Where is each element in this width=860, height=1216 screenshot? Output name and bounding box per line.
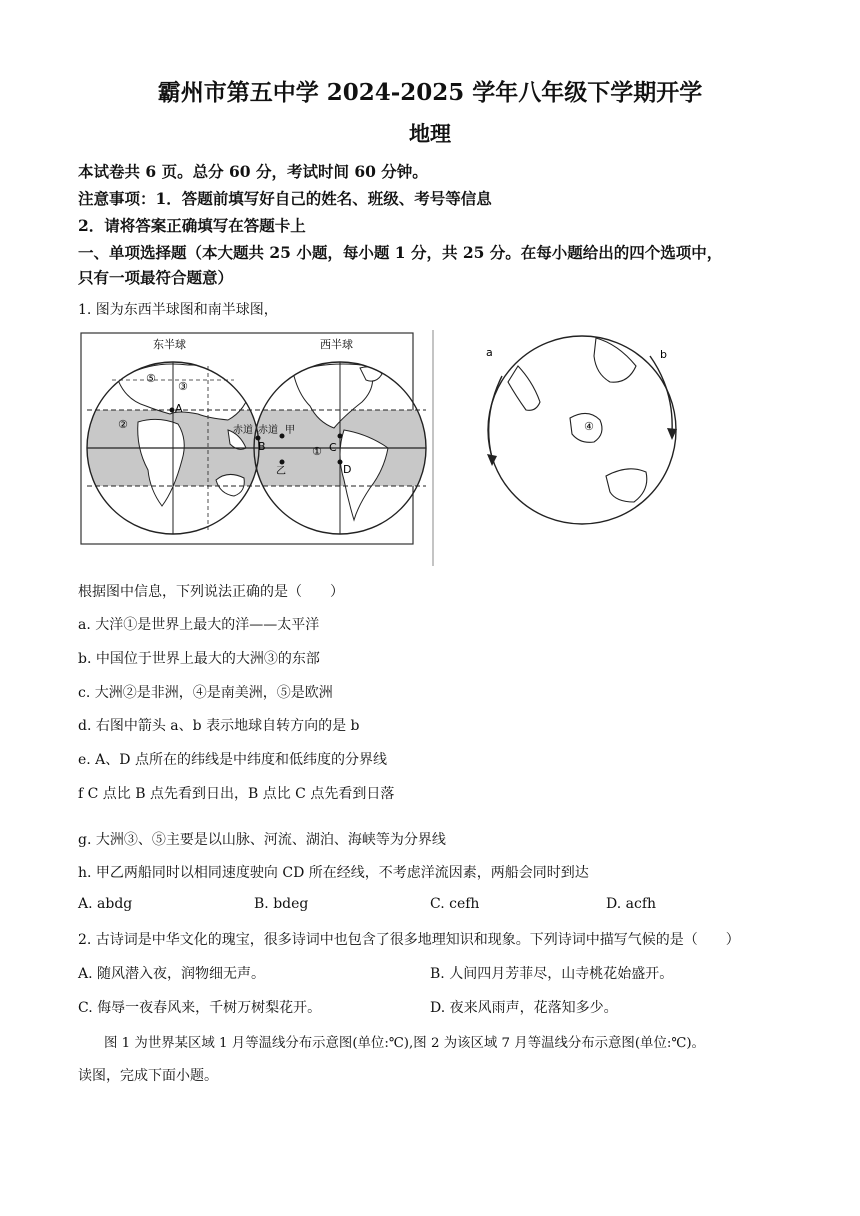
label-continent-2: ②: [118, 418, 128, 431]
q1-option-d: D. acfh: [606, 896, 657, 912]
q1-option-c: C. cefh: [430, 896, 480, 912]
point-d-dot: [338, 460, 343, 465]
label-point-d: D: [343, 463, 352, 476]
question-3-stem: 图 1 为世界某区域 1 月等温线分布示意图(单位:℃),图 2 为该区域 7 月等温线分布示意图(单位:℃)。: [104, 1036, 705, 1051]
section-heading-1: 一、单项选择题（本大题共 25 小题，每小题 1 分，共 25 分。在每小题给出的四个选项中，: [78, 243, 723, 262]
q2-option-a: A. 随风潜入夜，润物细无声。: [78, 966, 266, 982]
label-continent-5: ⑤: [146, 372, 156, 385]
question-2-stem: 2. 古诗词是中华文化的瑰宝，很多诗词中也包含了很多地理知识和现象。下列诗词中描写气候的是（ ）: [78, 932, 740, 948]
question-1-stem: 1. 图为东西半球图和南半球图，: [78, 302, 278, 318]
label-point-b: B: [258, 440, 266, 453]
statement-h: h. 甲乙两船同时以相同速度驶向 CD 所在经线，不考虑洋流因素，两船会同时到达: [78, 865, 589, 881]
label-equator-left: 赤道: [233, 425, 253, 436]
q2-option-b: B. 人间四月芳菲尽，山寺桃花始盛开。: [430, 966, 674, 982]
statement-f: f C 点比 B 点先看到日出，B 点比 C 点先看到日落: [78, 786, 395, 802]
point-yi-dot: [280, 460, 285, 465]
statement-g: g. 大洲③、⑤主要是以山脉、河流、湖泊、海峡等为分界线: [78, 832, 446, 848]
statement-c: c. 大洲②是非洲，④是南美洲，⑤是欧洲: [78, 685, 333, 701]
question-1-prompt: 根据图中信息，下列说法正确的是（ ）: [78, 584, 344, 600]
point-a-dot: [170, 408, 175, 413]
statement-a: a. 大洋①是世界上最大的洋——太平洋: [78, 617, 320, 633]
intro-line-3: 2．请将答案正确填写在答题卡上: [78, 216, 306, 235]
q1-option-b: B. bdeg: [254, 896, 309, 912]
label-continent-3: ③: [178, 380, 188, 393]
label-equator-right: 赤道: [258, 425, 278, 436]
label-yi: 乙: [276, 466, 286, 477]
intro-line-1: 本试卷共 6 页。总分 60 分，考试时间 60 分钟。: [78, 162, 428, 181]
statement-e: e. A、D 点所在的纬线是中纬度和低纬度的分界线: [78, 752, 387, 768]
point-jia-dot: [280, 434, 285, 439]
label-arrow-a: a: [486, 346, 493, 359]
statement-d: d. 右图中箭头 a、b 表示地球自转方向的是 b: [78, 718, 360, 734]
south-polar-map: [478, 326, 686, 532]
label-arrow-b: b: [660, 348, 667, 361]
point-c-dot: [338, 434, 343, 439]
label-continent-4: ④: [584, 420, 594, 433]
page-title: 霸州市第五中学 2024-2025 学年八年级下学期开学: [157, 79, 703, 106]
label-point-a: A: [175, 402, 183, 415]
q2-option-d: D. 夜来风雨声，花落知多少。: [430, 1000, 618, 1016]
east-hemisphere-label: 东半球: [153, 338, 186, 351]
q1-option-a: A. abdg: [78, 896, 133, 912]
intro-line-2: 注意事项：1．答题前填写好自己的姓名、班级、考号等信息: [78, 189, 492, 208]
hemisphere-map: [78, 330, 436, 566]
section-heading-1b: 只有一项最符合题意）: [78, 268, 234, 287]
statement-b: b. 中国位于世界上最大的大洲③的东部: [78, 651, 320, 667]
q2-option-c: C. 侮辱一夜春风来，千树万树梨花开。: [78, 1000, 322, 1016]
question-3-instruction: 读图，完成下面小题。: [78, 1068, 218, 1084]
label-ocean-1: ①: [312, 445, 322, 458]
subject-title: 地理: [409, 121, 451, 146]
label-jia: 甲: [285, 425, 295, 436]
west-hemisphere-label: 西半球: [320, 338, 353, 351]
label-point-c: C: [329, 441, 337, 454]
